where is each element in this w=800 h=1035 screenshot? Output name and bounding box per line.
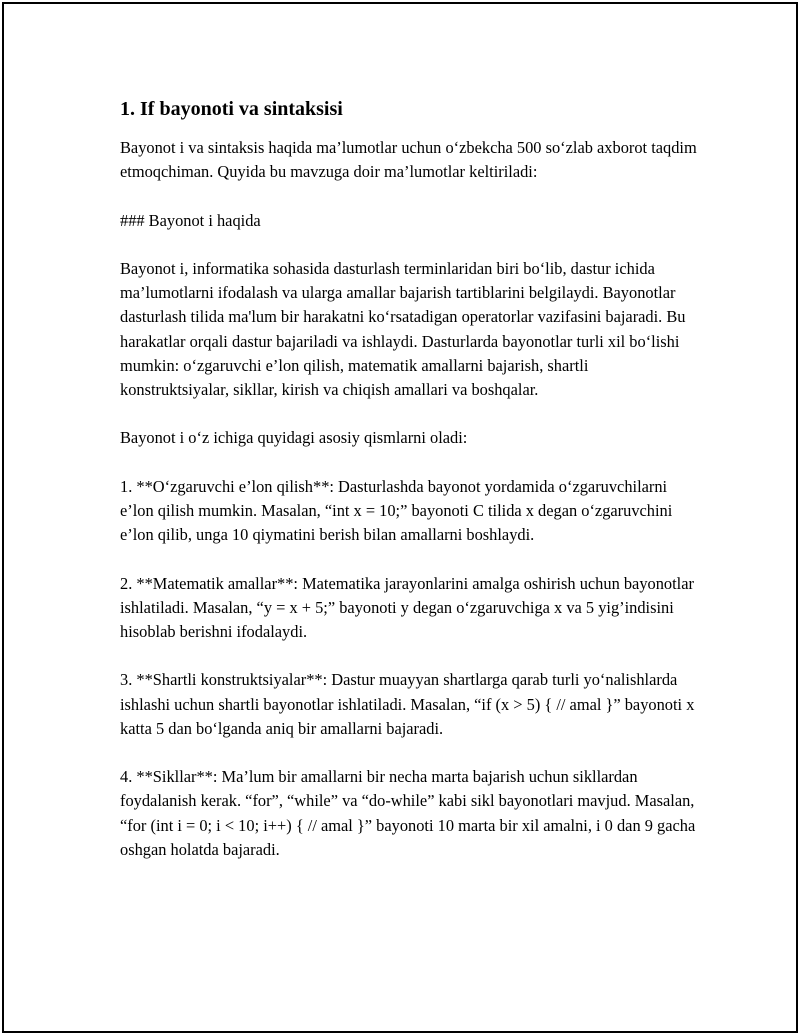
paragraph-subheading: ### Bayonot i haqida <box>120 210 261 230</box>
document-content <box>120 96 700 886</box>
document-title: 1. If bayonoti va sintaksisi <box>120 98 343 120</box>
list-item-variable-declaration: 1. **O‘zgaruvchi e’lon qilish**: Dasturlashda bayonot yordamida o‘zgaruvchilarni e’lon qilish mumkin. Masalan, “int x = 10;” bayonoti C tilida x degan o‘zgaruvchini e’lon qilib, unga 10 qiymatini berish bilan amallarni boshlaydi. <box>120 476 673 545</box>
document-page <box>2 2 798 1033</box>
paragraph-definition: Bayonot i, informatika sohasida dasturlash terminlaridan biri bo‘lib, dastur ichida ma’lumotlarni ifodalash va ularga amallar bajarish tartiblarini belgilaydi. Bayonotlar dasturlash tilida ma'lum bir harakatni ko‘rsatadigan operatorlar vazifasini bajaradi. Bu harakatlar orqali dastur bajariladi va ishlaydi. Dasturlarda bayonotlar turli xil bo‘lishi mumkin: o‘zgaruvchi e’lon qilish, matematik amallarni bajarish, shartli konstruktsiyalar, sikllar, kirish va chiqish amallari va boshqalar. <box>120 258 686 399</box>
paragraph-parts-intro: Bayonot i o‘z ichiga quyidagi asosiy qismlarni oladi: <box>120 428 468 448</box>
list-item-math-operations: 2. **Matematik amallar**: Matematika jarayonlarini amalga oshirish uchun bayonotlar ishlatiladi. Masalan, “y = x + 5;” bayonoti y degan o‘zgaruvchiga x va 5 yig’indisini hisoblab berishni ifodalaydi. <box>120 573 694 641</box>
paragraph-intro: Bayonot i va sintaksis haqida ma’lumotlar uchun o‘zbekcha 500 so‘zlab axborot taqdim etmoqchiman. Quyida bu mavzuga doir ma’lumotlar keltiriladi: <box>120 138 697 182</box>
list-item-loops: 4. **Sikllar**: Ma’lum bir amallarni bir necha marta bajarish uchun sikllardan foydalanish kerak. “for”, “while” va “do-while” kabi sikl bayonotlari mavjud. Masalan, “for (int i = 0; i < 10; i++) { // amal }” bayonoti 10 marta bir xil amalni, i 0 dan 9 gacha oshgan holatda bajaradi. <box>120 767 696 859</box>
list-item-conditionals: 3. **Shartli konstruktsiyalar**: Dastur muayyan shartlarga qarab turli yo‘nalishlarda ishlashi uchun shartli bayonotlar ishlatiladi. Masalan, “if (x > 5) { // amal }” bayonoti x katta 5 dan bo‘lganda aniq bir amallarni bajaradi. <box>120 670 695 738</box>
